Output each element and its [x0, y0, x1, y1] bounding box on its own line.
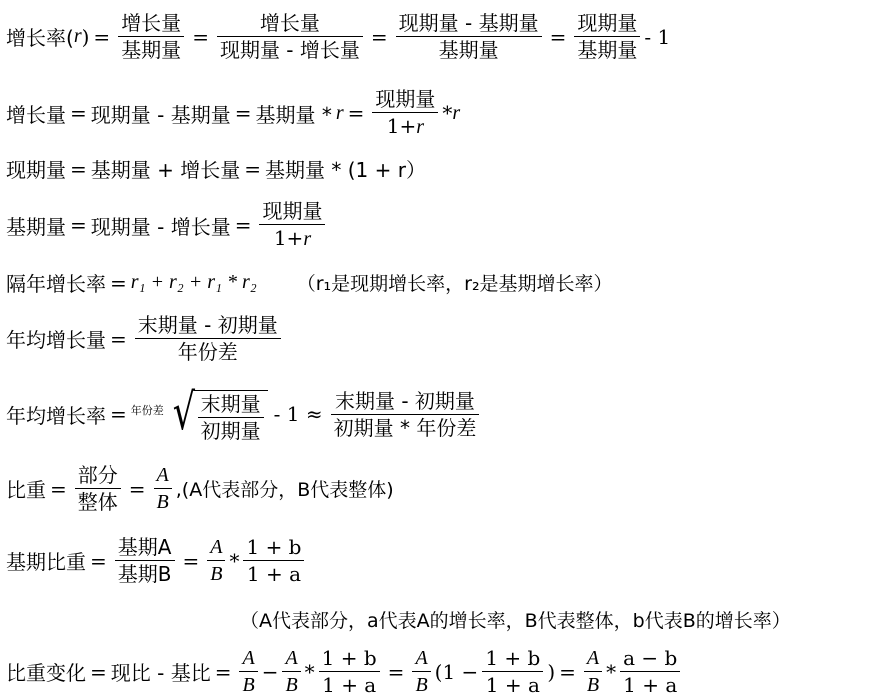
fraction-numerator: 部分 — [77, 463, 118, 487]
fraction-denominator: 1 + a — [246, 562, 302, 586]
equals-sign: = — [244, 156, 262, 181]
multiply-sign: * — [229, 548, 240, 573]
equals-sign: = — [128, 476, 146, 501]
growth-amount-mid2: 基期量 * — [255, 102, 332, 127]
equals-sign: = — [234, 101, 252, 125]
fraction-denominator — [271, 225, 314, 252]
current-amount-lhs: 现期量 — [6, 158, 66, 182]
growth-amount-tail-r: r — [452, 101, 461, 124]
fraction-denominator: B — [415, 674, 428, 696]
equals-sign: = — [93, 24, 111, 49]
formula-current-amount — [6, 154, 426, 183]
radical-sign: √ — [172, 383, 195, 441]
fraction-numerator: A — [586, 647, 600, 669]
paren-open: (1 − — [434, 659, 479, 684]
proportion-change-mid: 现比 - 基比 — [110, 661, 211, 685]
fraction — [574, 10, 640, 63]
fraction-denominator: 基期量 — [438, 38, 499, 62]
fraction-numerator: 现期量 — [262, 199, 323, 223]
fraction-denominator — [384, 113, 427, 140]
fraction — [75, 462, 121, 515]
fraction-denominator: 1 + a — [623, 673, 678, 697]
radicand — [194, 390, 268, 444]
fraction-denominator: 初期量 — [200, 419, 261, 443]
fraction-denominator: B — [285, 674, 298, 696]
base-proportion-lhs: 基期比重 — [6, 550, 86, 574]
root-index: 年份差 — [130, 404, 164, 417]
fraction-numerator: 1 + b — [246, 535, 302, 559]
proportion-note: ,(A代表部分，B代表整体) — [175, 479, 394, 501]
equals-sign: = — [214, 659, 232, 684]
formula-interval-growth — [6, 268, 613, 297]
growth-amount-lhs: 增长量 — [6, 102, 66, 127]
fraction-denominator: 1 + a — [322, 673, 377, 697]
fraction-numerator: A — [285, 647, 298, 669]
den-text: 1+ — [386, 114, 417, 138]
formula-annual-avg-growth-amount — [6, 312, 285, 365]
fraction-denominator: 基期B — [117, 562, 172, 586]
fraction-numerator: 1 + b — [485, 646, 541, 670]
annual-avg-growth-rate-lhs: 年均增长率 — [6, 403, 106, 428]
fraction-denominator: 1 + a — [485, 673, 540, 697]
equals-sign: = — [110, 326, 127, 351]
fraction-denominator: 现期量 - 增长量 — [219, 38, 360, 62]
fraction — [282, 645, 300, 698]
growth-amount-mid1: 现期量 - 基期量 — [90, 102, 231, 127]
den-r: r — [303, 228, 312, 250]
fraction-denominator: 初期量 * 年份差 — [333, 415, 477, 440]
base-amount-lhs: 基期量 — [6, 214, 66, 239]
fraction-denominator: 基期量 — [121, 38, 182, 62]
fraction-numerator: 末期量 - 初期量 — [137, 313, 278, 337]
equals-sign: = — [90, 659, 107, 684]
fraction-numerator: 现期量 — [577, 11, 638, 35]
fraction-numerator: 1 + b — [321, 646, 377, 670]
formula-growth-amount — [6, 86, 460, 140]
fraction — [331, 388, 480, 441]
fraction-numerator: A — [210, 536, 223, 558]
formula-base-proportion — [6, 534, 308, 587]
fraction — [372, 86, 438, 140]
fraction — [135, 312, 281, 365]
fraction-numerator: 增长量 — [259, 11, 320, 35]
interval-growth-note: （r₁是现期增长率，r₂是基期增长率） — [296, 273, 613, 295]
fraction — [239, 645, 257, 698]
fraction — [207, 534, 225, 587]
equals-sign: = — [192, 24, 209, 49]
growth-rate-rp: ) — [81, 24, 90, 49]
fraction-denominator: B — [242, 674, 255, 696]
growth-amount-r: r — [335, 101, 344, 124]
fraction-numerator: 现期量 - 基期量 — [398, 11, 539, 35]
fraction — [154, 462, 172, 515]
fraction-numerator: a − b — [623, 646, 678, 670]
growth-rate-tail: - 1 — [644, 24, 671, 49]
equals-sign: = — [50, 476, 67, 501]
multiply-sign: * — [304, 659, 315, 684]
formula-annual-avg-growth-rate — [6, 384, 483, 444]
formula-proportion-change — [6, 645, 684, 698]
equals-sign: = — [182, 548, 200, 573]
proportion-lhs: 比重 — [6, 478, 46, 502]
den-text: 1+ — [273, 226, 304, 250]
formula-base-amount — [6, 198, 329, 252]
equals-sign: = — [70, 101, 87, 125]
equals-sign: = — [70, 156, 87, 181]
fraction — [620, 645, 680, 698]
fraction — [259, 198, 325, 252]
fraction-numerator: 增长量 — [121, 11, 182, 35]
fraction — [243, 534, 304, 587]
fraction-numerator: A — [242, 647, 255, 669]
current-amount-mid2: 基期量 * (1 + r） — [265, 158, 426, 182]
nth-root — [168, 384, 268, 444]
equals-sign: = — [110, 402, 127, 426]
fraction-numerator: A — [156, 464, 169, 486]
fraction — [118, 10, 184, 63]
equals-sign: = — [90, 548, 107, 573]
base-amount-mid1: 现期量 - 增长量 — [90, 214, 231, 239]
fraction — [217, 10, 363, 63]
fraction-denominator: 年份差 — [177, 340, 238, 364]
fraction — [198, 391, 264, 444]
equals-sign: = — [347, 101, 365, 125]
fraction — [482, 645, 543, 698]
growth-rate-lhs: 增长率( — [6, 26, 74, 50]
fraction — [412, 645, 430, 698]
fraction — [115, 534, 175, 587]
growth-rate-r: r — [73, 25, 82, 47]
formula-growth-rate — [6, 10, 670, 63]
fraction-numerator: 末期量 - 初期量 — [335, 388, 475, 413]
fraction-numerator: 末期量 — [200, 392, 261, 416]
equals-sign: = — [387, 659, 405, 684]
annual-avg-growth-rate-mid: - 1 ≈ — [273, 402, 323, 426]
fraction-denominator: B — [156, 491, 169, 513]
fraction-denominator: 基期量 — [577, 38, 638, 62]
fraction-numerator: 基期A — [117, 535, 172, 559]
equals-sign: = — [110, 270, 127, 295]
fraction-denominator: 整体 — [77, 490, 118, 514]
annual-avg-growth-amount-lhs: 年均增长量 — [6, 328, 106, 352]
equals-sign: = — [234, 213, 252, 237]
base-proportion-note: （A代表部分，a代表A的增长率，B代表整体，b代表B的增长率） — [240, 610, 791, 632]
paren-close: ) — [547, 659, 556, 684]
interval-growth-expr: r₁ + r₂ + r₁ * r₂ — [130, 271, 257, 293]
formula-proportion — [6, 462, 394, 515]
equals-sign: = — [549, 24, 567, 49]
interval-growth-lhs: 隔年增长率 — [6, 272, 106, 296]
growth-amount-tail: * — [442, 101, 453, 125]
equals-sign: = — [70, 213, 87, 237]
minus-sign: − — [261, 659, 279, 684]
fraction — [584, 645, 602, 698]
proportion-change-lhs: 比重变化 — [6, 661, 86, 685]
fraction-numerator: A — [415, 647, 428, 669]
equals-sign: = — [559, 659, 576, 684]
fraction-denominator: B — [210, 563, 223, 585]
fraction — [396, 10, 542, 63]
equals-sign: = — [370, 24, 388, 49]
fraction-numerator: 现期量 — [375, 87, 436, 111]
fraction — [319, 645, 380, 698]
current-amount-mid1: 基期量 + 增长量 — [90, 158, 241, 182]
fraction-denominator: B — [586, 674, 600, 696]
den-r: r — [416, 116, 425, 138]
multiply-sign: * — [606, 659, 617, 684]
